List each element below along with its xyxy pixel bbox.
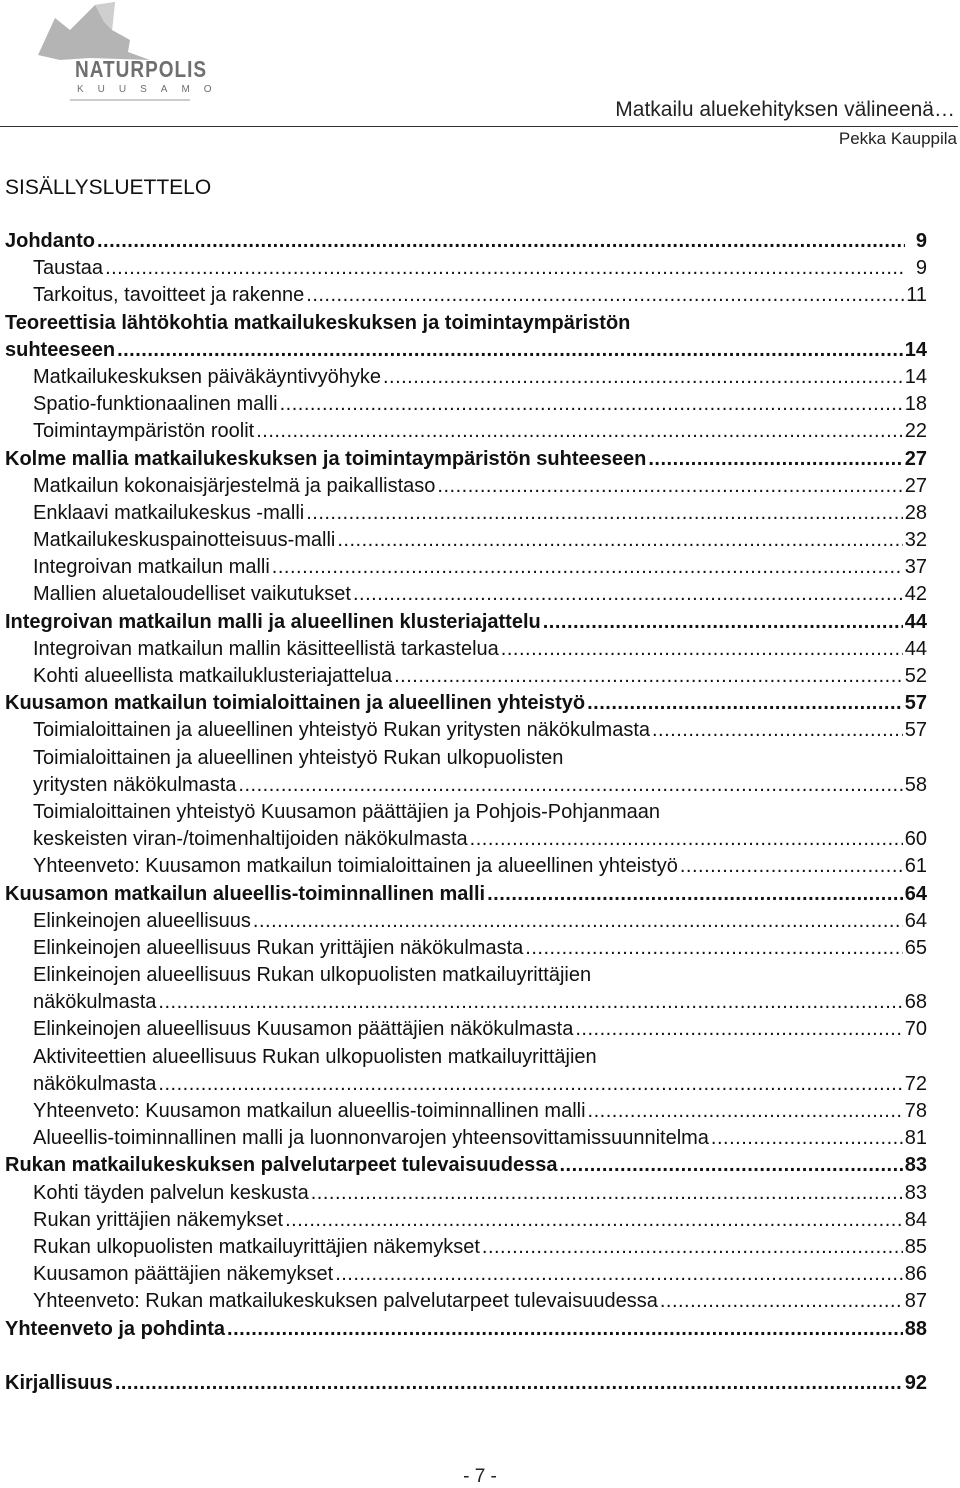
toc-entry-title: Yhteenveto ja pohdinta [5,1317,226,1340]
toc-entry [5,745,927,772]
toc-dot-leader [311,1180,903,1207]
toc-dot-leader [337,527,902,554]
running-header-author: Pekka Kauppila [838,129,957,148]
toc-dot-leader [158,989,902,1016]
toc-entry [5,473,927,500]
toc-dot-leader [115,1370,903,1397]
toc-dot-leader [383,364,903,391]
toc-entry-page: 60 [904,828,927,851]
toc-entry-title: Toimialoittainen ja alueellinen yhteistyö Rukan yritysten näkökulmasta [33,719,650,742]
toc-dot-leader [543,609,903,636]
toc-entry-title: suhteeseen [5,338,116,361]
toc-entry [5,799,927,826]
toc-entry [5,690,927,717]
toc-entry-title: keskeisten viran-/toimenhaltijoiden näkökulmasta [33,828,468,851]
toc-entry-title: Kirjallisuus [5,1371,113,1394]
toc-dot-leader [335,1261,903,1288]
toc-dot-leader [253,908,903,935]
toc-entry-title: Rukan yrittäjien näkemykset [33,1208,284,1231]
toc-entry [5,826,927,853]
toc-entry [5,1207,927,1234]
toc-entry-title: Kohti alueellista matkailuklusteriajattelua [33,665,393,687]
toc-dot-leader [711,1125,903,1152]
toc-entry [5,1016,927,1043]
toc-entry-title: Aktiviteettien alueellisuus Rukan ulkopuolisten matkailuyrittäjien [33,1045,597,1068]
toc-entry-page: 11 [906,284,927,307]
toc-entry-page: 9 [915,257,927,280]
toc-entry-page: 70 [904,1018,927,1041]
toc-entry-page: 57 [904,692,927,715]
toc-entry [5,1261,927,1288]
toc-entry [5,1152,927,1179]
toc-entry-title: Elinkeinojen alueellisuus Rukan yrittäjien näkökulmasta [33,936,524,959]
toc-entry [5,772,927,799]
toc-entry-title: Integroivan matkailun malli [33,556,270,579]
toc-entry [5,881,927,908]
toc-dot-leader [652,717,903,744]
toc-entry-page: 78 [904,1100,927,1122]
toc-entry-title: Yhteenveto: Kuusamon matkailun toimialoittainen ja alueellinen yhteistyö [33,855,678,878]
toc-entry-title: Kolme mallia matkailukeskuksen ja toimintaympäristön suhteeseen [5,447,647,470]
toc-entry [5,282,927,309]
toc-entry [5,554,927,581]
toc-entry-title: Matkailukeskuksen päiväkäyntivyöhyke [33,365,381,388]
toc-entry-page: 44 [904,637,927,660]
toc-dot-leader [437,473,902,500]
toc-dot-leader [680,853,903,880]
toc-entry-title: Toimialoittainen ja alueellinen yhteistyö Rukan ulkopuolisten [33,746,564,769]
toc-entry [5,500,927,527]
toc-entry-title: näkökulmasta [33,991,157,1014]
toc-entry-page: 18 [904,393,927,416]
toc-dot-leader [501,636,903,663]
toc-entry-page: 68 [904,991,927,1014]
toc-entry-title: Mallien aluetaloudelliset vaikutukset [33,583,351,606]
toc-entry [5,364,927,391]
toc-entry-title: Elinkeinojen alueellisuus Rukan ulkopuolisten matkailuyrittäjien [33,964,592,987]
toc-entry [5,663,927,690]
toc-entry-title: Enklaavi matkailukeskus -malli [33,501,305,524]
toc-entry-page: 83 [904,1181,927,1204]
toc-entry-title: näkökulmasta [33,1072,157,1095]
toc-entry-page: 81 [904,1127,927,1150]
toc-entry [5,1180,927,1207]
toc-entry-page: 61 [904,855,927,878]
toc-entry [5,391,927,418]
toc-dot-leader [238,772,902,799]
toc-entry-page: 64 [904,882,927,905]
toc-entry-title: Matkailun kokonaisjärjestelmä ja paikallistaso [33,474,436,497]
toc-entry-title: Yhteenveto: Rukan matkailukeskuksen palvelutarpeet tulevaisuudessa [33,1290,658,1313]
toc-entry [5,1071,927,1098]
toc-entry-title: Rukan ulkopuolisten matkailuyrittäjien näkemykset [33,1235,480,1258]
toc-entry [5,310,927,337]
toc-entry-title: Johdanto [5,230,95,252]
toc-entry-page: 42 [904,583,927,606]
toc-dot-leader [285,1207,903,1234]
toc-entry [5,989,927,1016]
toc-dot-leader [272,554,903,581]
toc-dot-leader [97,228,905,255]
toc-entry [5,1370,927,1397]
toc-dot-leader [117,337,903,364]
toc-dot-leader [487,881,903,908]
toc-entry [5,418,927,445]
naturpolis-logo [0,0,240,115]
toc-dot-leader [575,1016,902,1043]
toc-entry-title: yritysten näkökulmasta [33,773,237,796]
toc-entry-title: Kuusamon matkailun alueellis-toiminnallinen malli [5,882,486,905]
toc-dot-leader [648,446,902,473]
logo-subtext: KUUSAMO [77,84,226,95]
toc-dot-leader [394,663,903,690]
toc-entry [5,1125,927,1152]
toc-dot-leader [587,690,903,717]
toc-dot-leader [280,391,903,418]
toc-entry-page: 57 [904,719,927,742]
toc-entry-page: 14 [904,365,927,388]
toc-entry-page: 44 [904,610,927,633]
toc-entry [5,255,927,282]
toc-entry-page: 32 [904,529,927,552]
toc-entry-page: 83 [904,1154,927,1177]
toc-entry [5,1234,927,1261]
toc-entry-title: Matkailukeskuspainotteisuus-malli [33,529,336,552]
toc-dot-leader [306,500,903,527]
toc-entry [5,446,927,473]
toc-entry [5,337,927,364]
toc-entry [5,527,927,554]
toc-entry [5,717,927,744]
toc-entry-title: Taustaa [33,257,104,280]
toc-entry-title: Integroivan matkailun mallin käsitteellistä tarkastelua [33,637,499,660]
toc-heading: SISÄLLYSLUETTELO [5,176,212,199]
toc-entry [5,1098,927,1125]
toc-dot-leader [482,1234,903,1261]
toc-entry [5,853,927,880]
toc-entry-title: Yhteenveto: Kuusamon matkailun alueellis-toiminnallinen malli [33,1100,586,1122]
toc-entry [5,935,927,962]
toc-entry-page: 22 [904,420,927,443]
toc-dot-leader [105,255,905,282]
logo-wordmark: NATURPOLIS [75,58,208,84]
toc-entry [5,1044,927,1071]
toc-entry-title: Integroivan matkailun malli ja alueellinen klusteriajattelu [5,610,541,633]
toc-entry [5,581,927,608]
toc-dot-leader [588,1098,903,1125]
toc-entry-title: Tarkoitus, tavoitteet ja rakenne [33,284,305,307]
toc-entry-page: 72 [904,1072,927,1095]
toc-entry-title: Spatio-funktionaalinen malli [33,393,278,416]
toc-entry-page: 65 [904,936,927,959]
toc-dot-leader [525,935,902,962]
toc-entry [5,228,927,255]
toc-dot-leader [306,282,904,309]
page-number: - 7 - [463,1466,497,1487]
toc-entry-title: Alueellis-toiminnallinen malli ja luonnonvarojen yhteensovittamissuunnitelma [33,1127,709,1150]
toc-entry-page: 28 [904,501,927,524]
toc-dot-leader [559,1152,902,1179]
toc-dot-leader [227,1316,903,1343]
toc-entry [5,962,927,989]
toc-entry-title: Elinkeinojen alueellisuus [33,909,251,932]
toc-entry-page: 58 [904,773,927,796]
toc-entry-title: Teoreettisia lähtökohtia matkailukeskuksen ja toimintaympäristön [5,311,631,334]
running-header-title: Matkailu aluekehityksen välineenä… [615,98,955,121]
toc-entry-page: 88 [904,1317,927,1340]
toc-entry-page: 85 [904,1235,927,1258]
toc-entry [5,609,927,636]
toc-entry-title: Toimintaympäristön roolit [33,420,255,443]
toc-entry-page: 87 [904,1290,927,1313]
toc-entry [5,1288,927,1315]
toc-entry-title: Kohti täyden palvelun keskusta [33,1181,309,1204]
toc-entry-title: Kuusamon päättäjien näkemykset [33,1263,334,1286]
toc-entry-title: Rukan matkailukeskuksen palvelutarpeet tulevaisuudessa [5,1154,558,1177]
toc-entry-page: 52 [904,665,927,687]
toc-entry-page: 27 [904,474,927,497]
header-divider [0,126,958,127]
toc-dot-leader [353,581,903,608]
toc-entry-page: 9 [915,230,927,252]
toc-entry [5,636,927,663]
toc-entry [5,1316,927,1343]
toc-dot-leader [660,1288,903,1315]
toc-entry-page: 84 [904,1208,927,1231]
toc-dot-leader [256,418,903,445]
toc-entry-page: 27 [904,447,927,470]
toc-dot-leader [158,1071,902,1098]
toc-entry-page: 86 [904,1263,927,1286]
toc-entry-title: Kuusamon matkailun toimialoittainen ja alueellinen yhteistyö [5,692,586,715]
toc-entry [5,908,927,935]
toc-entry-title: Toimialoittainen yhteistyö Kuusamon päättäjien ja Pohjois-Pohjanmaan [33,800,661,823]
toc-dot-leader [470,826,903,853]
toc-entry-page: 37 [904,556,927,579]
toc-entry-page: 92 [904,1371,927,1394]
toc-entry-title: Elinkeinojen alueellisuus Kuusamon päättäjien näkökulmasta [33,1018,574,1041]
table-of-contents [5,228,927,1397]
toc-entry-page: 64 [904,909,927,932]
toc-entry-page: 14 [904,338,927,361]
